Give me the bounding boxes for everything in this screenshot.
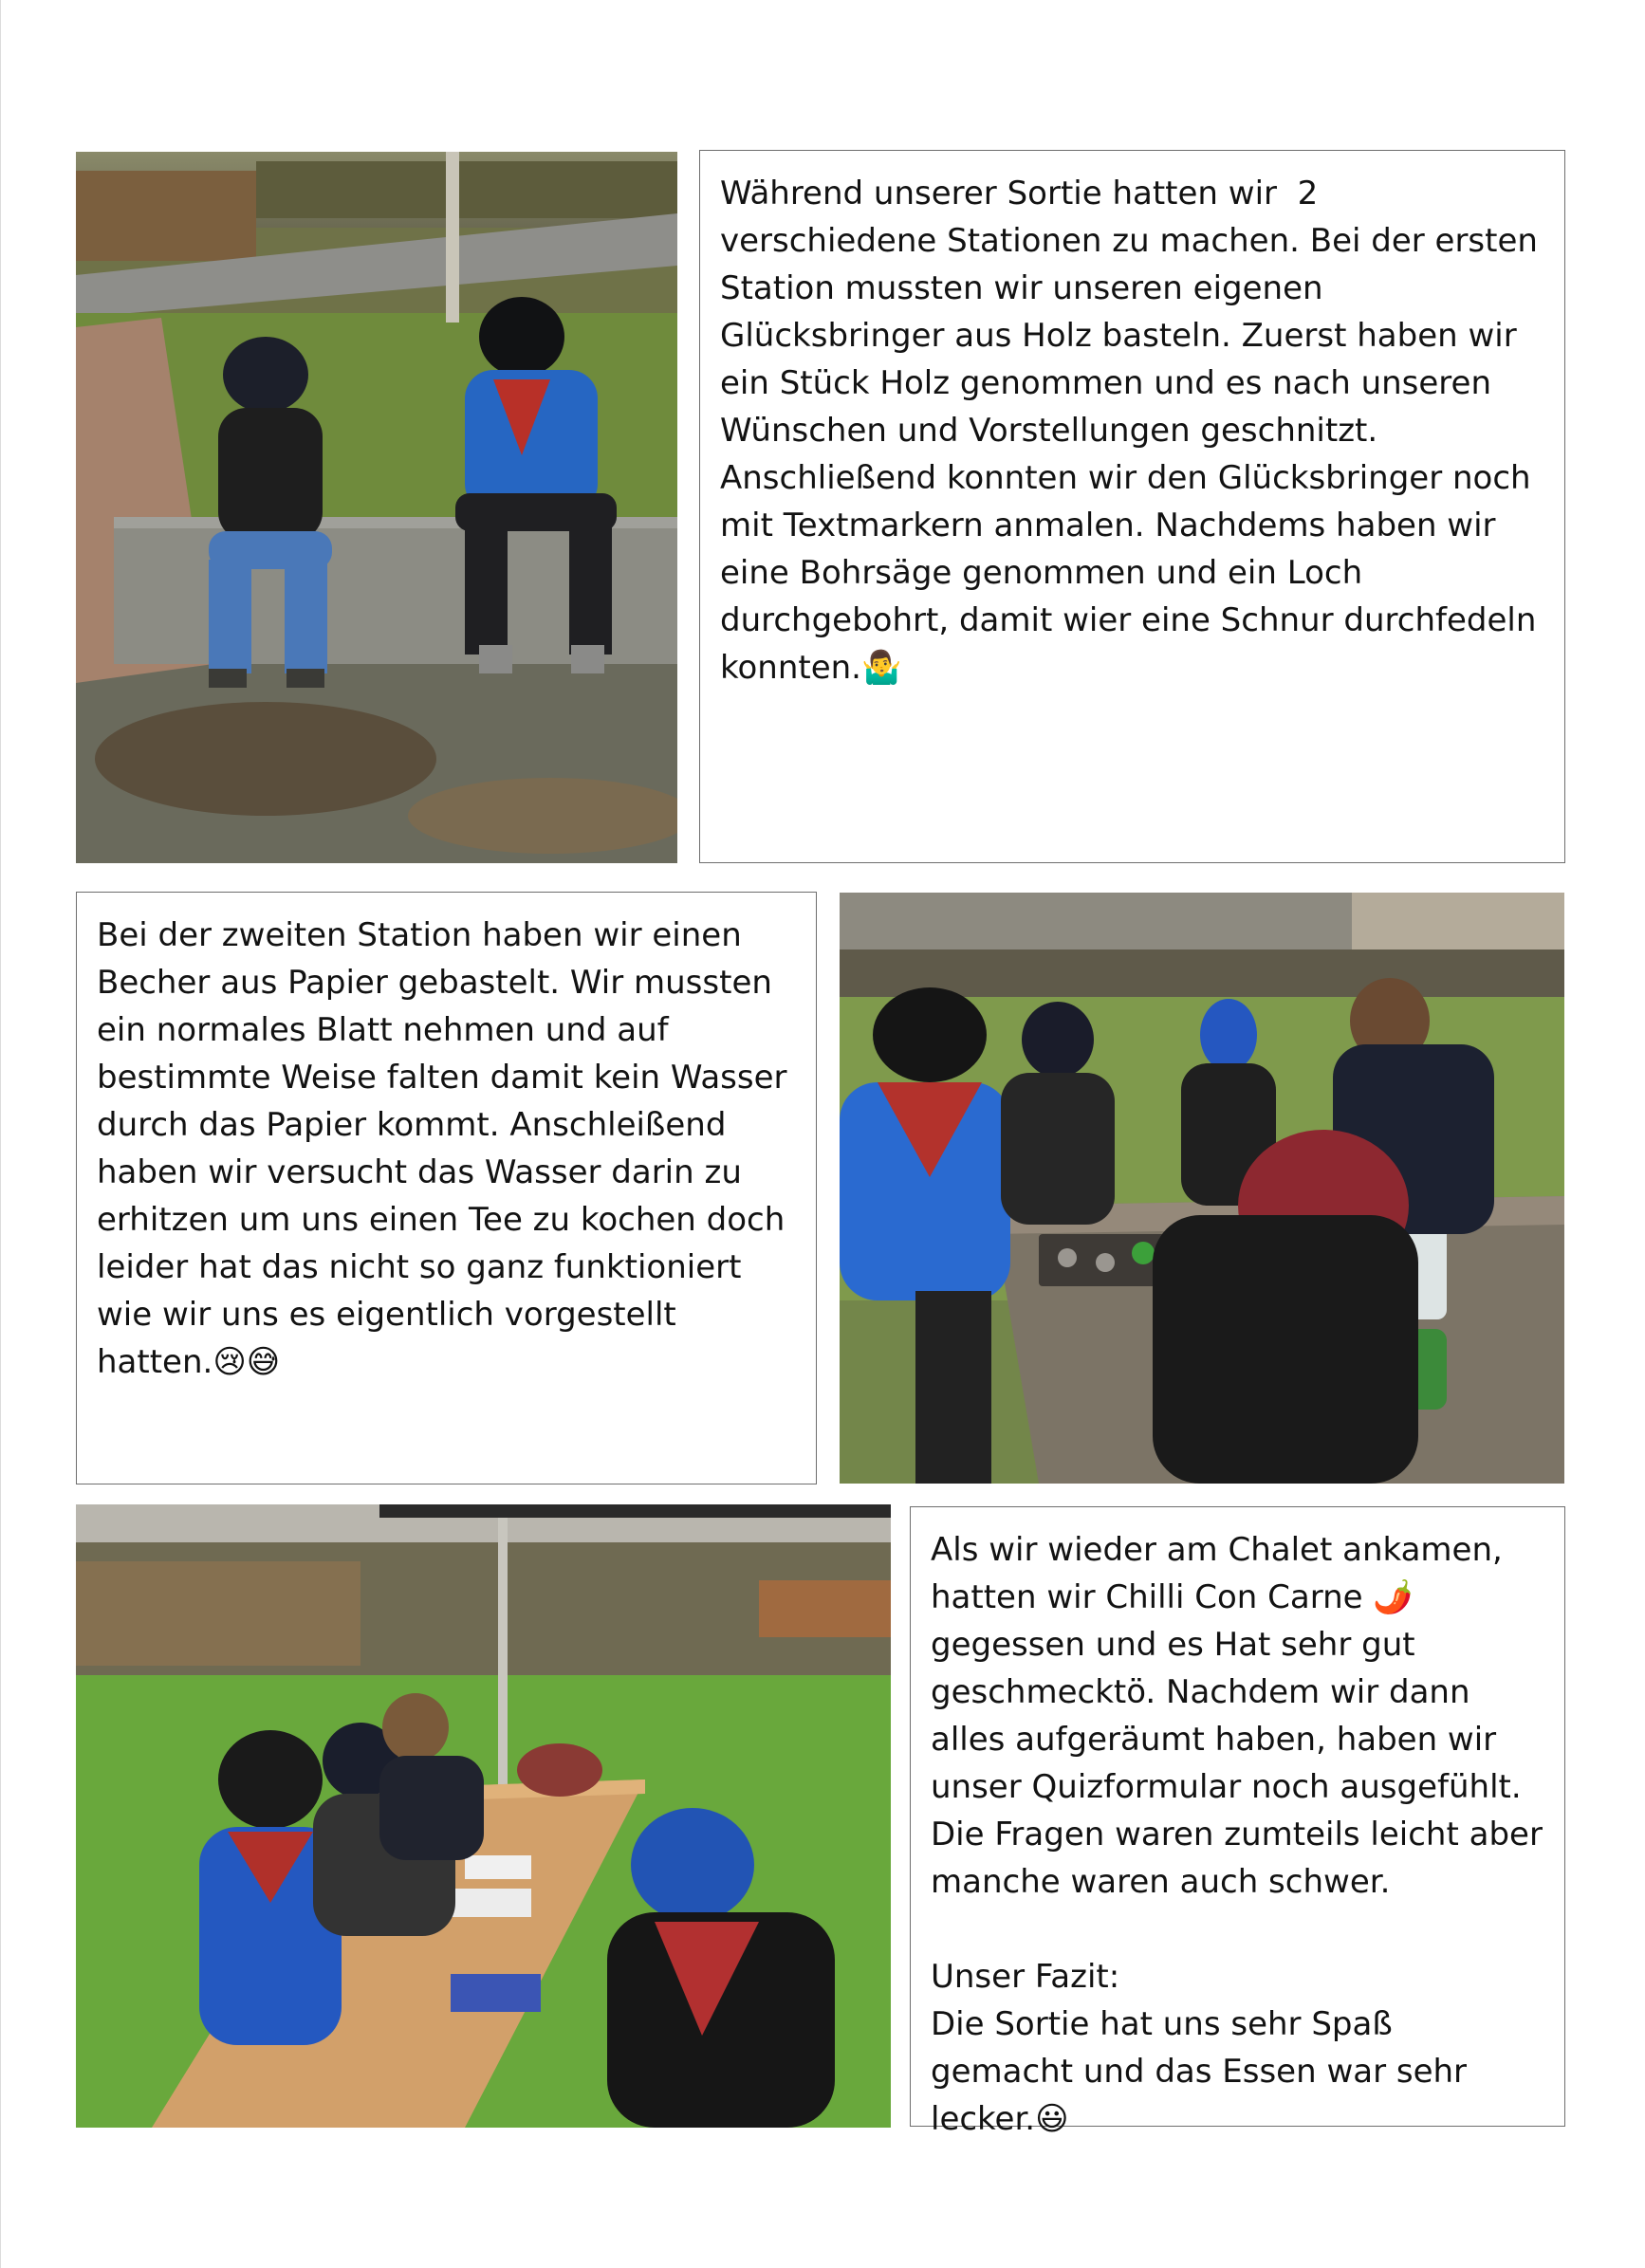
page-edge: [0, 0, 1, 2268]
photo-scouts-at-picnic-bench: [76, 1504, 891, 2128]
conclusion-text: Die Sortie hat uns sehr Spaß gemacht und das Essen war sehr lecker.😃: [931, 2005, 1477, 2138]
scouts-at-table-with-stove-photo: [840, 893, 1564, 1484]
scouts-at-picnic-bench-photo: [76, 1504, 891, 2128]
conclusion-heading: Unser Fazit:: [931, 1958, 1120, 1996]
chalet-text: Als wir wieder am Chalet ankamen, hatten wir Chilli Con Carne 🌶️ gegessen und es Hat sehr gut geschmecktö. Nachdem wir dann alles aufgeräumt haben, haben wir unser Quizformular noch ausgefühlt. Die Fragen waren zumteils leicht aber manche waren auch schwer.: [931, 1531, 1553, 1901]
text-box-chalet-and-conclusion: [910, 1506, 1565, 2138]
text-box-first-station: [699, 150, 1565, 863]
scouts-sitting-on-wall-photo: [76, 152, 677, 863]
text-box-second-station: [76, 892, 817, 1484]
paragraph-gap: [931, 1906, 1544, 1953]
photo-scouts-at-table-with-stove: [840, 893, 1564, 1484]
first-station-text: Während unserer Sortie hatten wir 2 verschiedene Stationen zu machen. Bei der ersten Station mussten wir unseren eigenen Glücksbringer aus Holz basteln. Zuerst haben wir ein Stück Holz genommen und es nach unseren Wünschen und Vorstellungen geschnitzt. Anschließend konnten wir den Glücksbringer noch mit Textmarkern anmalen. Nachdems haben wir eine Bohrsäge genommen und ein Loch durchgebohrt, damit wier eine Schnur durchfedeln konnten.🤷‍♂️: [720, 175, 1548, 687]
photo-scouts-sitting-on-wall: [76, 152, 677, 863]
second-station-text: Bei der zweiten Station haben wir einen Becher aus Papier gebastelt. Wir mussten ein normales Blatt nehmen und auf bestimmte Weise falten damit kein Wasser durch das Papier kommt. Anschleißend haben wir versucht das Wasser darin zu erhitzen um uns einen Tee zu kochen doch leider hat das nicht so ganz funktioniert wie wir uns es eigentlich vorgestellt hatten.😢😅: [97, 916, 798, 1381]
